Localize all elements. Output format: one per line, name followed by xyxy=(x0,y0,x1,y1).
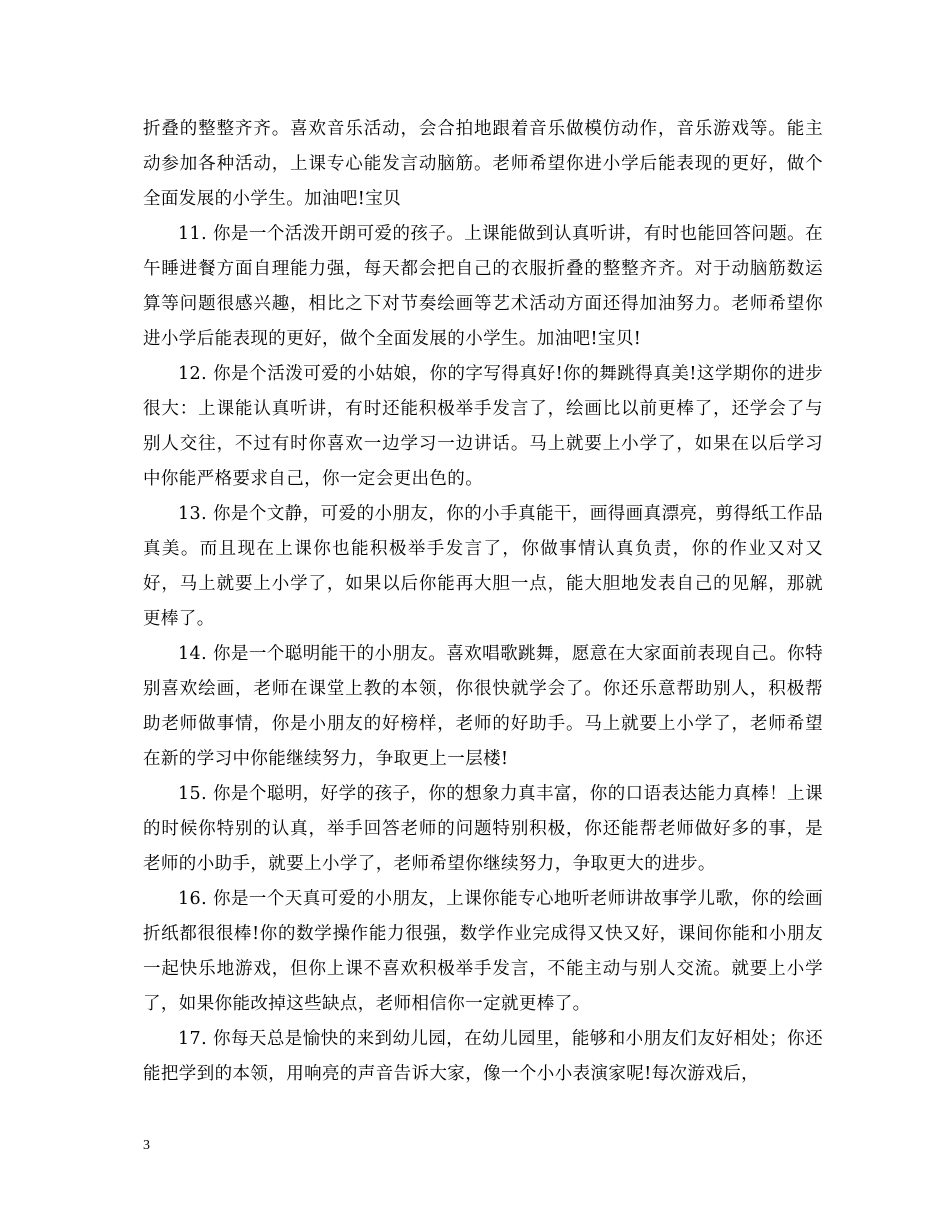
paragraph-17: 17. 你每天总是愉快的来到幼儿园，在幼儿园里，能够和小朋友们友好相处；你还能把学到的本领，用响亮的声音告诉大家，像一个小小表演家呢!每次游戏后， xyxy=(143,1029,823,1084)
paragraph-11: 11. 你是一个活泼开朗可爱的孩子。上课能做到认真听讲，有时也能回答问题。在午睡进餐方面自理能力强，每天都会把自己的衣服折叠的整整齐齐。对于动脑筋数运算等问题很感兴趣，相比之下对节奏绘画等艺术活动方面还得加油努力。老师希望你进小学后能表现的更好，做个全面发展的小学生。加油吧!宝贝! xyxy=(143,224,823,349)
document-body xyxy=(143,112,823,1092)
paragraph-15: 15. 你是个聪明，好学的孩子，你的想象力真丰富，你的口语表达能力真棒！上课的时候你特别的认真，举手回答老师的问题特别积极，你还能帮老师做好多的事，是老师的小助手，就要上小学了，老师希望你继续努力，争取更大的进步。 xyxy=(143,784,823,874)
paragraph-14: 14. 你是一个聪明能干的小朋友。喜欢唱歌跳舞，愿意在大家面前表现自己。你特别喜欢绘画，老师在课堂上教的本领，你很快就学会了。你还乐意帮助别人，积极帮助老师做事情，你是小朋友的好榜样，老师的好助手。马上就要上小学了，老师希望在新的学习中你能继续努力，争取更上一层楼! xyxy=(143,644,823,769)
paragraph-16: 16. 你是一个天真可爱的小朋友，上课你能专心地听老师讲故事学儿歌，你的绘画折纸都很很棒!你的数学操作能力很强，数学作业完成得又快又好，课间你能和小朋友一起快乐地游戏，但你上课不喜欢积极举手发言，不能主动与别人交流。就要上小学了，如果你能改掉这些缺点，老师相信你一定就更棒了。 xyxy=(143,889,823,1014)
paragraph-continuation: 折叠的整整齐齐。喜欢音乐活动，会合拍地跟着音乐做模仿动作，音乐游戏等。能主动参加各种活动，上课专心能发言动脑筋。老师希望你进小学后能表现的更好，做个全面发展的小学生。加油吧!宝贝 xyxy=(143,119,823,209)
paragraph-12: 12. 你是个活泼可爱的小姑娘，你的字写得真好!你的舞跳得真美!这学期你的进步很大：上课能认真听讲，有时还能积极举手发言了，绘画比以前更棒了，还学会了与别人交往，不过有时你喜欢一边学习一边讲话。马上就要上小学了，如果在以后学习中你能严格要求自己，你一定会更出色的。 xyxy=(143,364,823,489)
paragraph-13: 13. 你是个文静，可爱的小朋友，你的小手真能干，画得画真漂亮，剪得纸工作品真美。而且现在上课你也能积极举手发言了，你做事情认真负责，你的作业又对又好，马上就要上小学了，如果以后你能再大胆一点，能大胆地发表自己的见解，那就更棒了。 xyxy=(143,504,823,629)
page-number: 3 xyxy=(143,1138,150,1153)
